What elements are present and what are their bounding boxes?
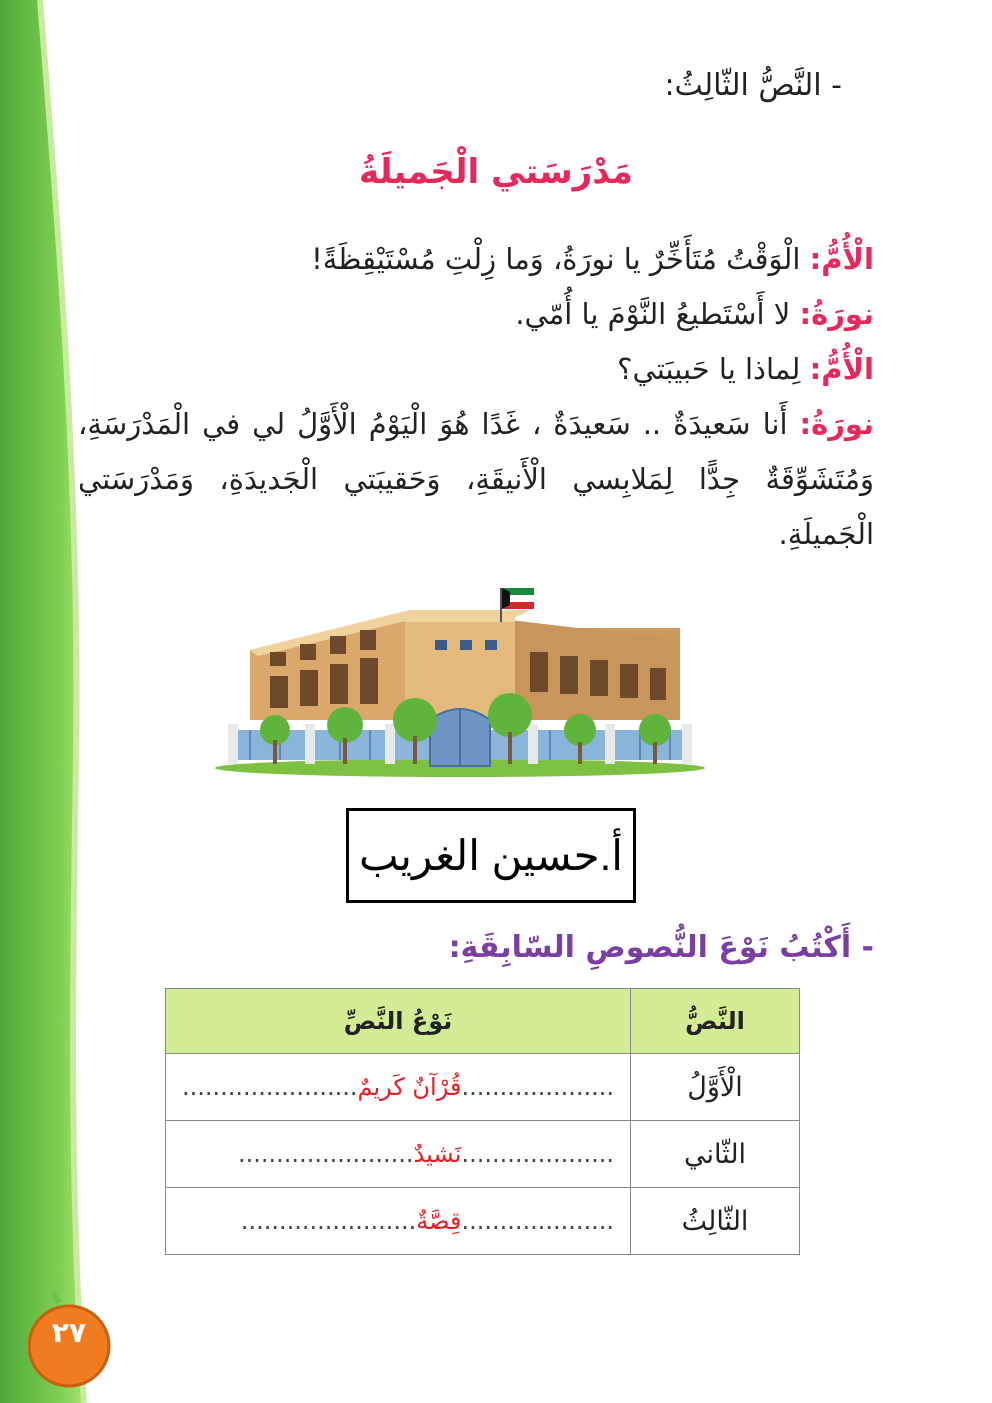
dialogue-line: [78, 287, 874, 342]
row-label: الثّالِثُ: [631, 1188, 800, 1255]
dialogue-text: أَنا سَعيدَةٌ .. سَعيدَةٌ ، غَدًا هُوَ الْيَوْمُ الْأَوَّلُ لي في الْمَدْرَسَةِ، وَمُتَشَوِّقَةٌ جِدًّا لِمَلابِسي الْأَنيقَةِ، وَحَقيبَتي الْجَديدَةِ، وَمَدْرَسَتي الْجَميلَةِ.: [78, 407, 874, 551]
table-header-row: [166, 989, 800, 1054]
dots-leader: .......................: [182, 1073, 358, 1101]
row-label: الثّاني: [631, 1121, 800, 1188]
dialogue-line: [78, 342, 874, 397]
answer-cell[interactable]: [166, 1121, 631, 1188]
page-number: ٢٧: [51, 1316, 87, 1349]
dialogue-text: الْوَقْتُ مُتَأَخِّرٌ يا نورَةُ، وَما زِلْتِ مُسْتَيْقِظَةً!: [311, 242, 810, 276]
answer-value: قِصَّةٌ: [416, 1207, 462, 1235]
school-building-icon: [210, 580, 710, 780]
dots-leader: ....................: [461, 1207, 615, 1235]
dots-leader: .......................: [240, 1207, 417, 1235]
dialogue-block: [78, 232, 874, 562]
author-name-box: أ.حسين الغريب: [346, 808, 636, 903]
dots-leader: ....................: [461, 1140, 615, 1168]
speaker-label: نورَةُ:: [799, 297, 874, 331]
section-heading: - النَّصُّ الثّالِثُ:: [664, 68, 842, 103]
table-row: [166, 1054, 800, 1121]
dots-leader: .......................: [238, 1140, 414, 1168]
dialogue-line: [78, 232, 874, 287]
answer-value: قُرْآنٌ كَريمٌ: [357, 1073, 462, 1101]
dialogue-line: [78, 397, 874, 562]
header-type: نَوْعُ النَّصِّ: [166, 989, 631, 1054]
answer-value: نَشيدٌ: [413, 1140, 462, 1168]
row-label: الْأَوَّلُ: [631, 1054, 800, 1121]
dialogue-text: لا أَسْتَطيعُ النَّوْمَ يا أُمّي.: [515, 297, 800, 331]
answers-table: [165, 988, 800, 1255]
header-text: النَّصُّ: [631, 989, 800, 1054]
table-row: [166, 1121, 800, 1188]
speaker-label: نورَةُ:: [799, 407, 874, 441]
side-band-decoration: [0, 0, 120, 1403]
dialogue-text: لِماذا يا حَبيبَتي؟: [617, 352, 810, 386]
exercise-instruction: - أَكْتُبُ نَوْعَ النُّصوصِ السّابِقَةِ:: [448, 930, 874, 965]
dots-leader: ....................: [461, 1073, 615, 1101]
answer-cell[interactable]: [166, 1054, 631, 1121]
speaker-label: الْأُمُّ:: [809, 242, 874, 276]
story-title: مَدْرَسَتي الْجَميلَةُ: [359, 152, 633, 192]
answer-cell[interactable]: [166, 1188, 631, 1255]
speaker-label: الْأُمُّ:: [809, 352, 874, 386]
table-row: [166, 1188, 800, 1255]
